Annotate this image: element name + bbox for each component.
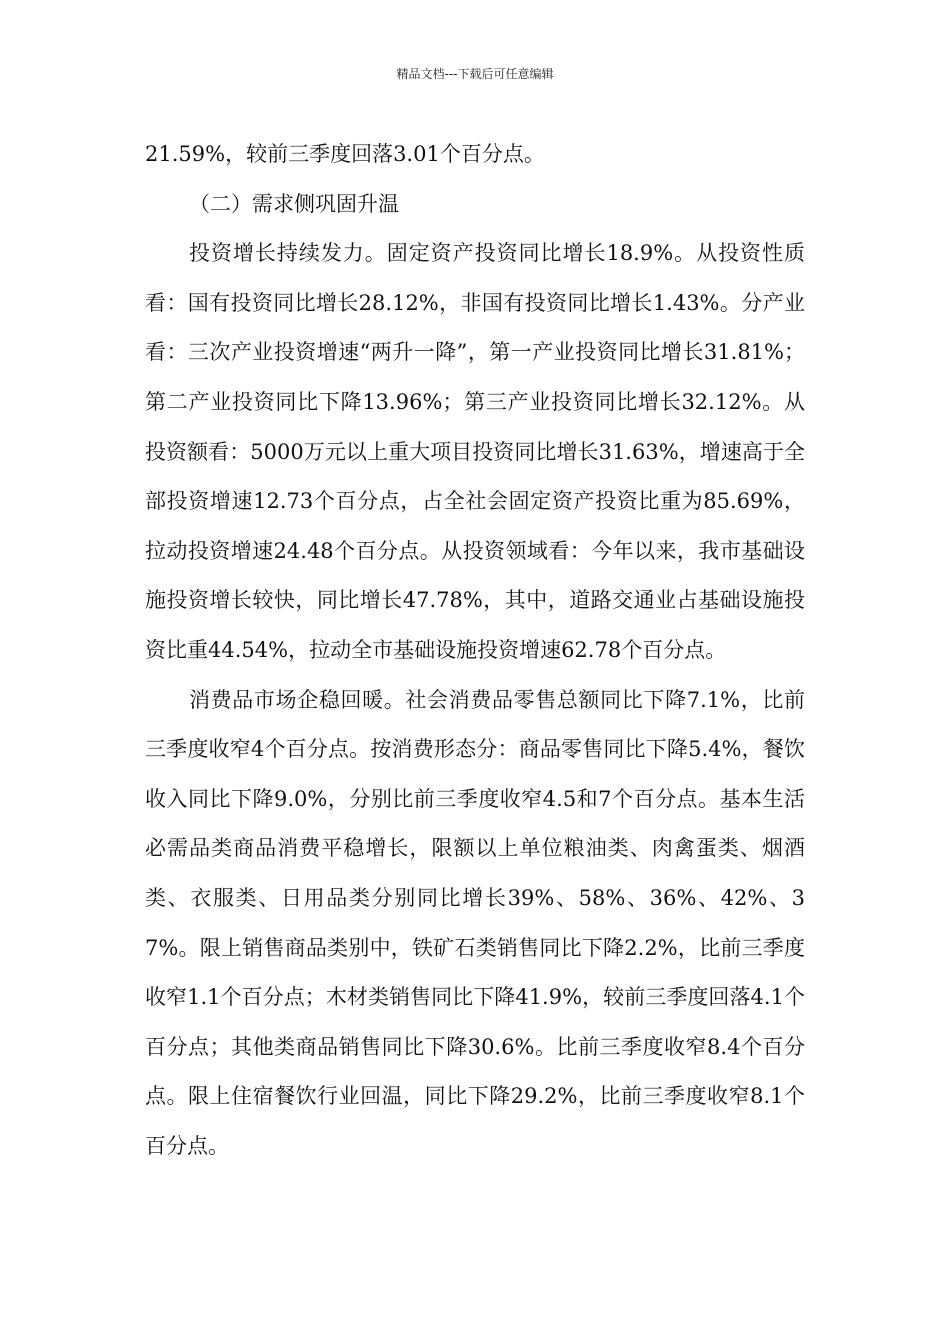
paragraph-continuation: 21.59%，较前三季度回落3.01个百分点。 — [145, 142, 545, 166]
paragraph-consumption: 消费品市场企稳回暖。社会消费品零售总额同比下降7.1%，比前三季度收窄4个百分点。按消费形态分：商品零售同比下降5.4%，餐饮收入同比下降9.0%，分别比前三季度收窄4.5和7个百分点。基本生活必需品类商品消费平稳增长，限额以上单位粮油类、肉禽蛋类、烟酒类、衣服类、日用品类分别同比增长39%、58%、36%、42%、37%。限上销售商品类别中，铁矿石类销售同比下降2.2%，比前三季度收窄1.1个百分点；木材类销售同比下降41.9%，较前三季度回落4.1个百分点；其他类商品销售同比下降30.6%。比前三季度收窄8.4个百分点。限上住宿餐饮行业回温，同比下降29.2%，比前三季度收窄8.1个百分点。 — [145, 687, 805, 1158]
page-header: 精品文档---下载后可任意编辑 — [396, 67, 554, 81]
paragraph-investment: 投资增长持续发力。固定资产投资同比增长18.9%。从投资性质看：国有投资同比增长28.12%，非国有投资同比增长1.43%。分产业看：三次产业投资增速“两升一降”，第一产业投资同比增长31.81%；第二产业投资同比下降13.96%；第三产业投资同比增长32.12%。从投资额看：5000万元以上重大项目投资同比增长31.63%，增速高于全部投资增速12.73个百分点，占全社会固定资产投资比重为85.69%，拉动投资增速24.48个百分点。从投资领域看：今年以来，我市基础设施投资增长较快，同比增长47.78%，其中，道路交通业占基础设施投资比重44.54%，拉动全市基础设施投资增速62.78个百分点。 — [145, 241, 805, 662]
document-body — [145, 130, 805, 1171]
section-heading: （二）需求侧巩固升温 — [189, 191, 399, 216]
